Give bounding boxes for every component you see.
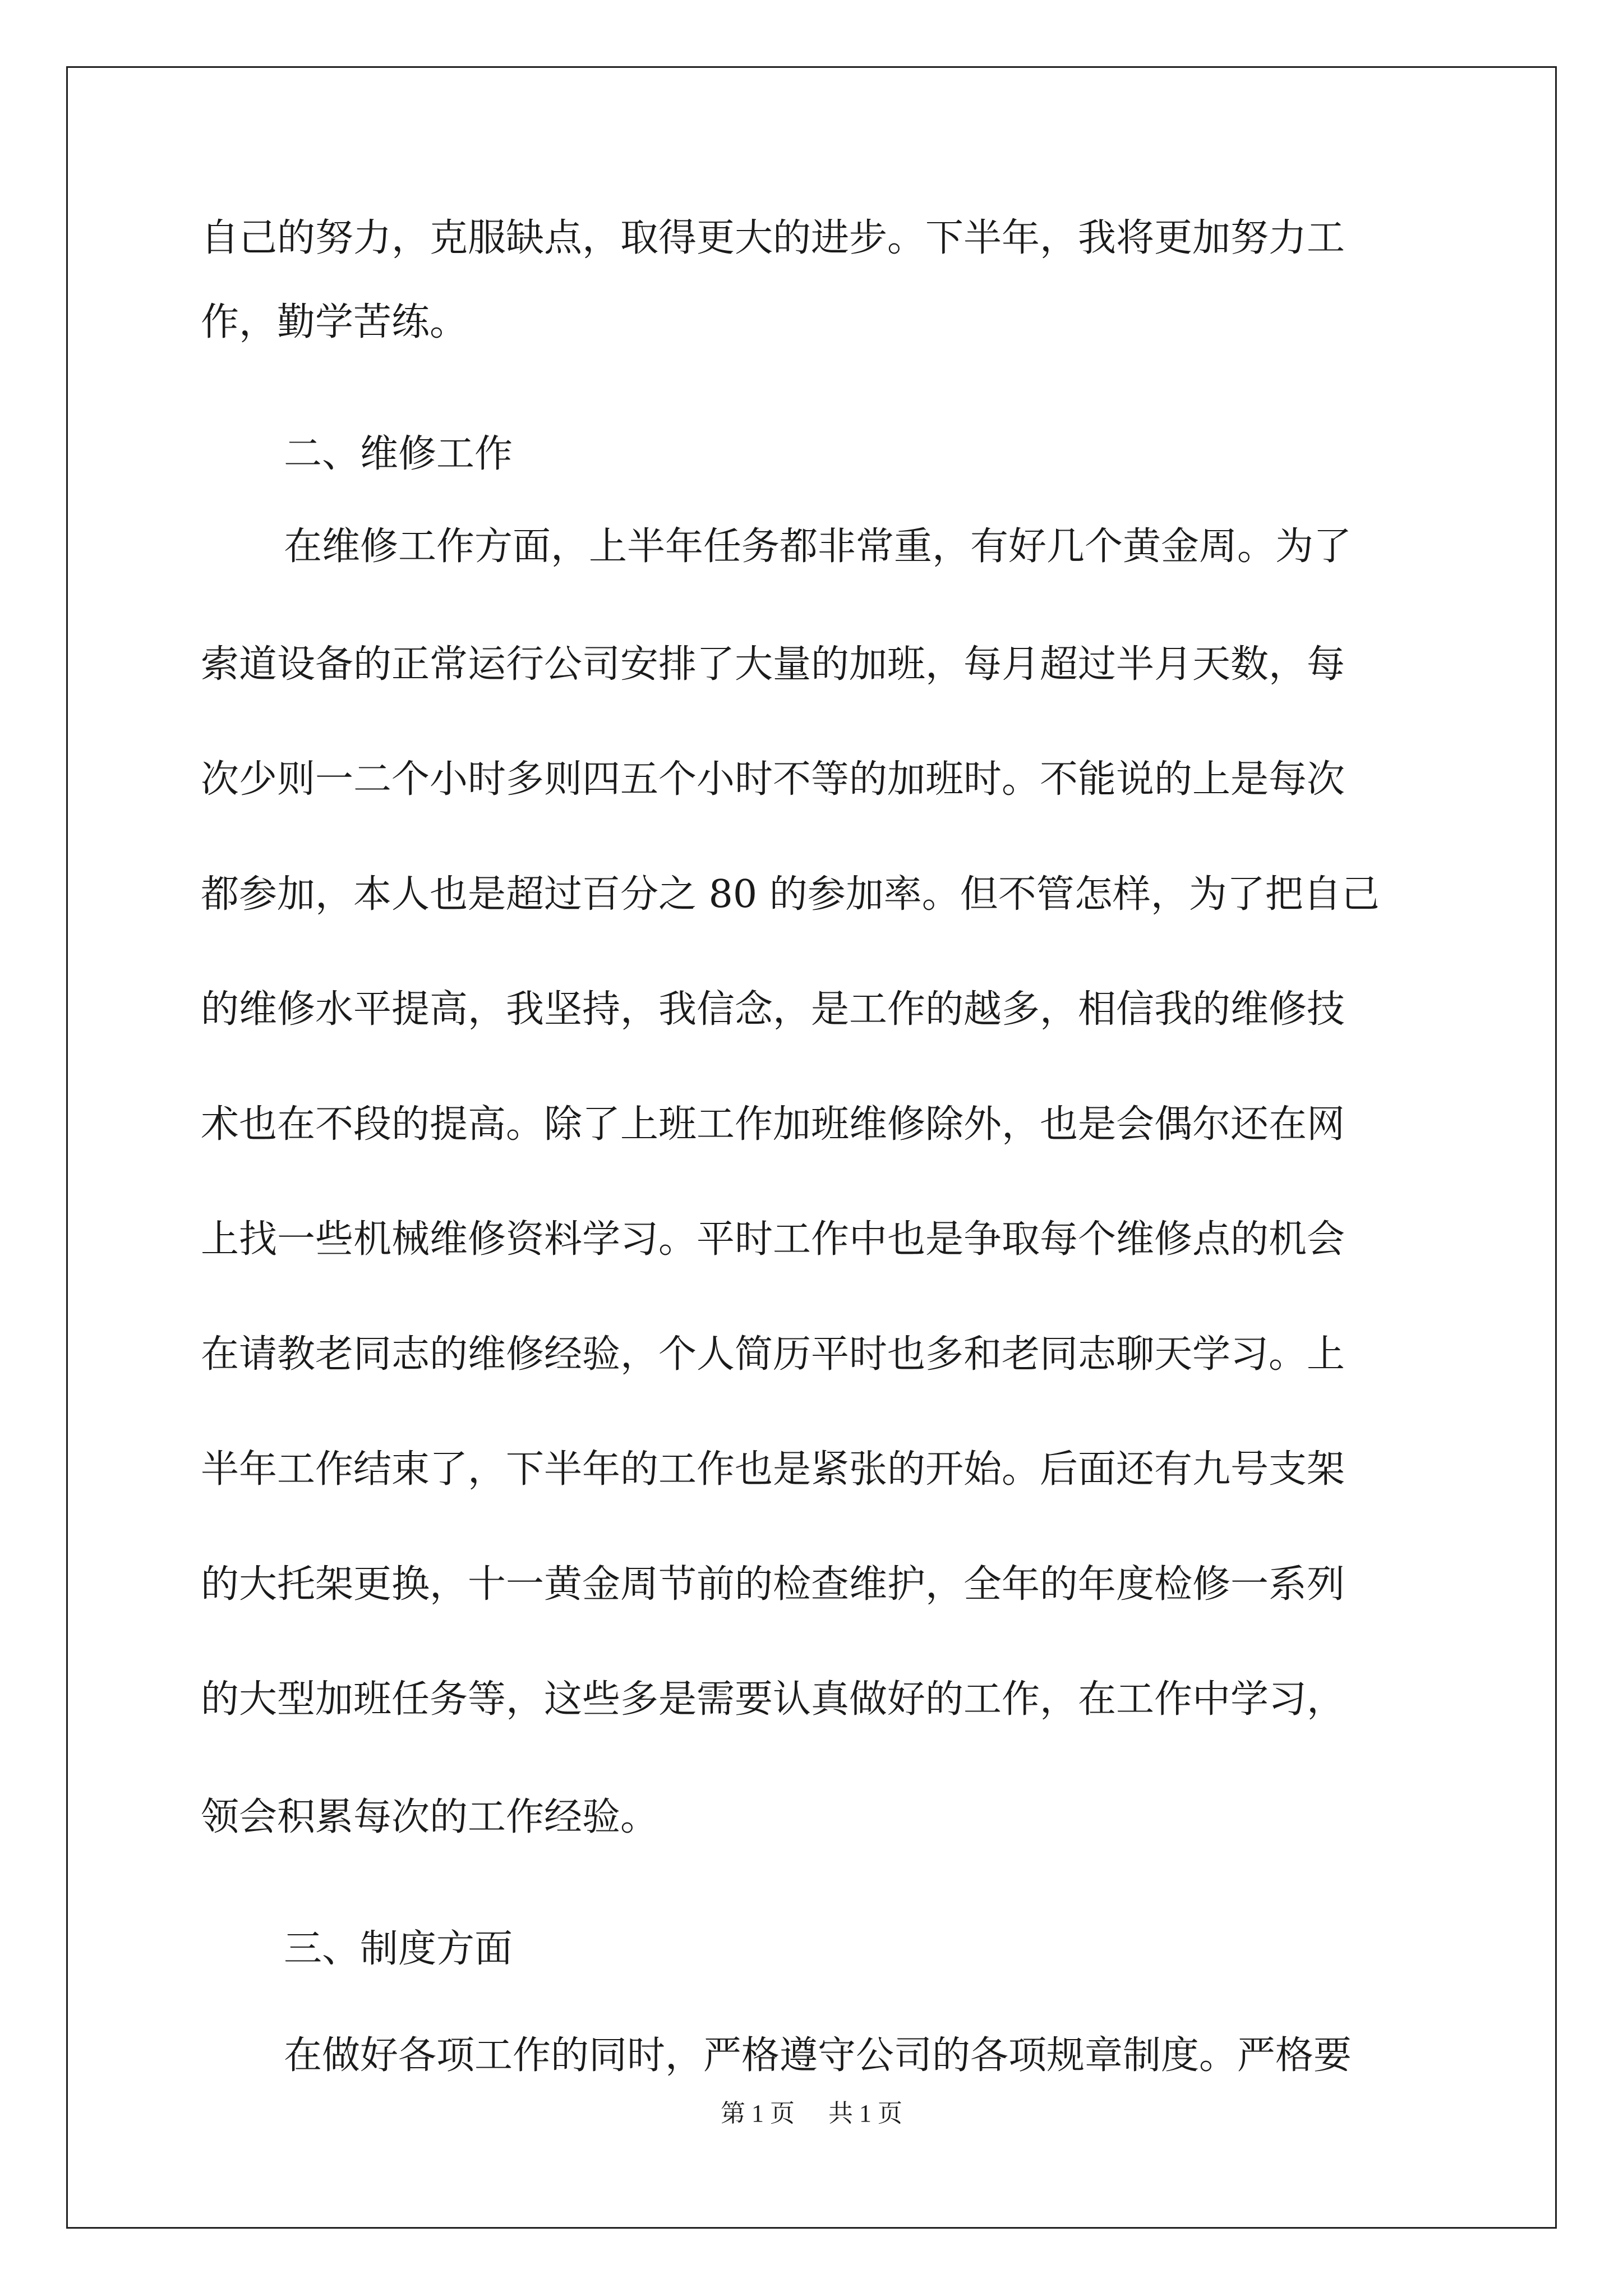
page-border: [66, 66, 1557, 2229]
text-line: 的大型加班任务等，这些多是需要认真做好的工作，在工作中学习，: [201, 1677, 1345, 1722]
text-line: 在维修工作方面，上半年任务都非常重，有好几个黄金周。为了: [284, 524, 1352, 569]
text-line: 都参加，本人也是超过百分之 80 的参加率。但不管怎样，为了把自己: [201, 872, 1380, 917]
text-line: 领会积累每次的工作经验。: [201, 1795, 659, 1839]
text-line: 索道设备的正常运行公司安排了大量的加班，每月超过半月天数，每: [201, 642, 1345, 687]
text-line: 的大托架更换，十一黄金周节前的检查维护，全年的年度检修一系列: [201, 1562, 1345, 1607]
text-line: 次少则一二个小时多则四五个小时不等的加班时。不能说的上是每次: [201, 757, 1345, 802]
text-line: 术也在不段的提高。除了上班工作加班维修除外，也是会偶尔还在网: [201, 1102, 1345, 1147]
text-line: 上找一些机械维修资料学习。平时工作中也是争取每个维修点的机会: [201, 1217, 1345, 1262]
text-line: 在做好各项工作的同时，严格遵守公司的各项规章制度。严格要: [284, 2033, 1352, 2078]
section-heading: 三、制度方面: [284, 1927, 513, 1971]
page-footer: [0, 2098, 1623, 2129]
page-number: 第 1 页: [721, 2100, 795, 2127]
text-line: 在请教老同志的维修经验，个人简历平时也多和老同志聊天学习。上: [201, 1332, 1345, 1377]
page-total: 共 1 页: [828, 2100, 902, 2127]
text-line: 的维修水平提高，我坚持，我信念，是工作的越多，相信我的维修技: [201, 987, 1345, 1032]
text-line: 作，勤学苦练。: [201, 300, 468, 344]
section-heading: 二、维修工作: [284, 432, 513, 476]
text-line: 自己的努力，克服缺点，取得更大的进步。下半年，我将更加努力工: [201, 216, 1345, 260]
text-line: 半年工作结束了，下半年的工作也是紧张的开始。后面还有九号支架: [201, 1447, 1345, 1492]
